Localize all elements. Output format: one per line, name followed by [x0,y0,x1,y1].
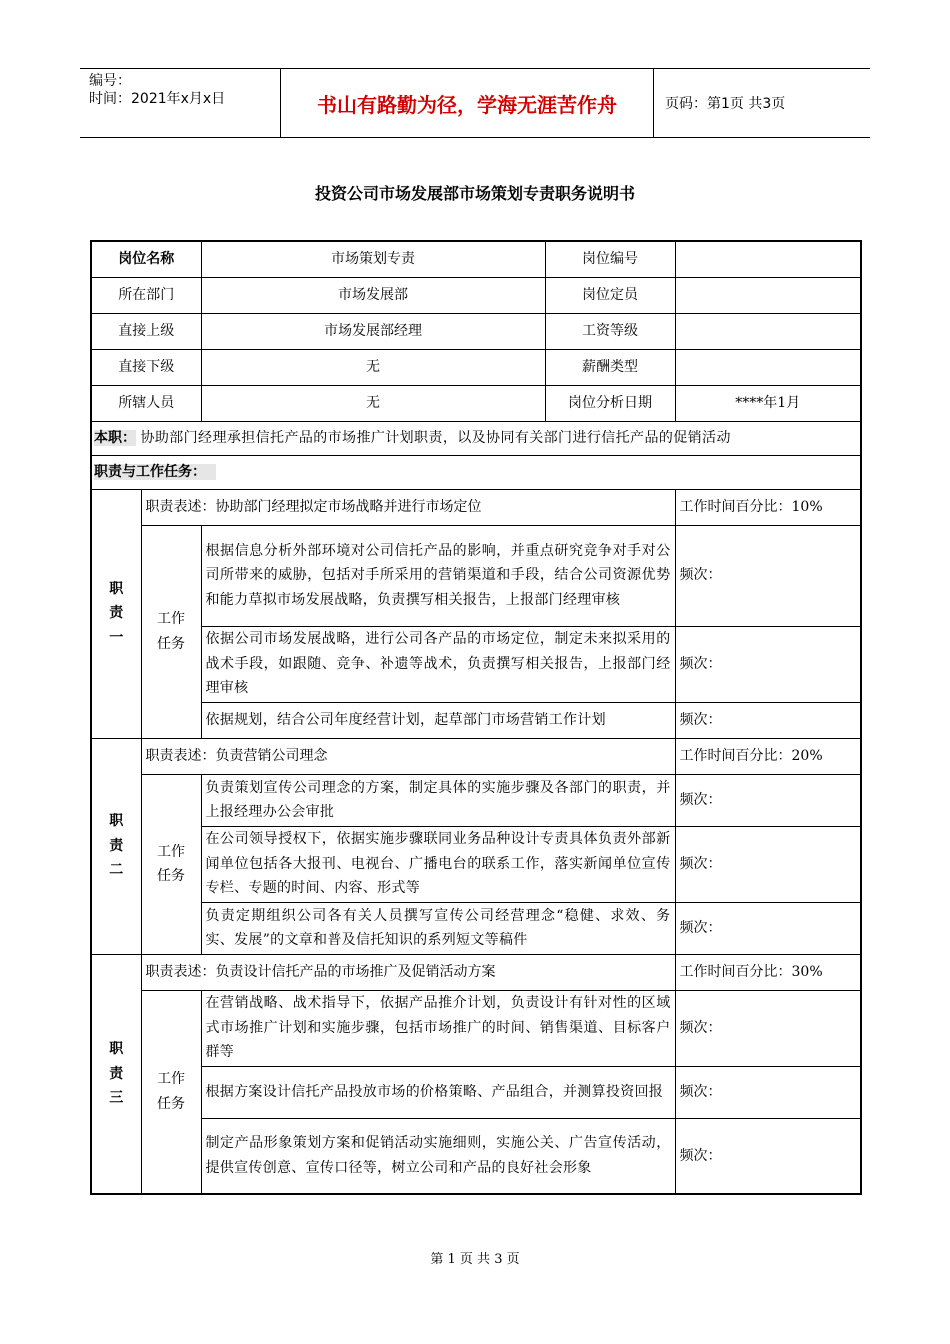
header-motto: 书山有路勤为径，学海无涯苦作舟 [281,69,654,137]
core-duty-row [91,421,861,455]
info-label: 直接上级 [91,313,201,349]
info-label: 薪酬类型 [545,349,675,385]
task-text: 根据方案设计信托产品投放市场的价格策略、产品组合，并测算投资回报 [201,1066,675,1118]
duties-heading-row [91,455,861,489]
duty-statement: 职责表述：负责设计信托产品的市场推广及促销活动方案 [141,954,675,990]
duty-statement-row [91,738,861,774]
info-row-subordinate [91,349,861,385]
document-time-label: 时间：2021年x月x日 [89,91,226,107]
task-text: 在营销战略、战术指导下，依据产品推介计划，负责设计有针对性的区域式市场推广计划和实施步骤，包括市场推广的时间、销售渠道、目标客户群等 [201,990,675,1066]
info-label: 工资等级 [545,313,675,349]
task-frequency: 频次： [675,702,861,738]
duty-percent: 工作时间百分比：10% [675,489,861,525]
task-frequency: 频次： [675,525,861,626]
info-value [675,313,861,349]
task-frequency: 频次： [675,826,861,902]
info-label: 岗位名称 [91,241,201,277]
task-frequency: 频次： [675,990,861,1066]
task-frequency: 频次： [675,1118,861,1194]
info-value: 无 [201,385,545,421]
task-row [91,774,861,826]
info-value: ****年1月 [675,385,861,421]
document-title: 投资公司市场发展部市场策划专责职务说明书 [314,184,635,203]
info-label: 直接下级 [91,349,201,385]
task-row [91,1066,861,1118]
info-label: 所辖人员 [91,385,201,421]
info-label: 所在部门 [91,277,201,313]
task-frequency: 频次： [675,1066,861,1118]
info-label: 岗位分析日期 [545,385,675,421]
task-label: 工作 任务 [141,525,201,738]
core-duty-label: 本职： [94,429,136,446]
header-page-number: 页码：第1页 共3页 [665,96,786,112]
info-value: 市场发展部 [201,277,545,313]
duty-percent: 工作时间百分比：20% [675,738,861,774]
info-value [675,277,861,313]
core-duty [91,421,861,455]
document-number-label: 编号： [89,73,131,89]
task-row [91,626,861,702]
job-description-table [90,240,862,1195]
core-duty-text: 协助部门经理承担信托产品的市场推广计划职责，以及协同有关部门进行信托产品的促销活动 [140,429,731,446]
task-label: 工作 任务 [141,990,201,1194]
task-label: 工作 任务 [141,774,201,954]
task-frequency: 频次： [675,626,861,702]
task-text: 负责策划宣传公司理念的方案，制定具体的实施步骤及各部门的职责，并上报经理办公会审批 [201,774,675,826]
info-value [675,241,861,277]
duty-statement: 职责表述：负责营销公司理念 [141,738,675,774]
task-row [91,990,861,1066]
task-text: 依据公司市场发展战略，进行公司各产品的市场定位，制定未来拟采用的战术手段，如跟随、竞争、补遗等战术，负责撰写相关报告，上报部门经理审核 [201,626,675,702]
task-text: 负责定期组织公司各有关人员撰写宣传公司经营理念“稳健、求效、务实、发展”的文章和普及信托知识的系列短文等稿件 [201,902,675,954]
info-value: 无 [201,349,545,385]
task-row [91,702,861,738]
page-header [80,68,870,138]
duty-statement-row [91,954,861,990]
task-row [91,826,861,902]
info-value [675,349,861,385]
info-value: 市场策划专责 [201,241,545,277]
duties-heading: 职责与工作任务： [94,464,216,480]
duty-label: 职 责 二 [91,738,141,954]
info-row-position-name [91,241,861,277]
duty-percent: 工作时间百分比：30% [675,954,861,990]
info-row-staff [91,385,861,421]
task-text: 依据规划，结合公司年度经营计划，起草部门市场营销工作计划 [201,702,675,738]
task-text: 制定产品形象策划方案和促销活动实施细则，实施公关、广告宣传活动，提供宣传创意、宣传口径等，树立公司和产品的良好社会形象 [201,1118,675,1194]
task-row [91,525,861,626]
header-meta [80,69,281,137]
task-frequency: 频次： [675,774,861,826]
info-row-supervisor [91,313,861,349]
info-row-department [91,277,861,313]
duty-statement-row [91,489,861,525]
task-row [91,1118,861,1194]
duty-label: 职 责 三 [91,954,141,1194]
page-footer: 第 1 页 共 3 页 [430,1252,520,1267]
info-label: 岗位定员 [545,277,675,313]
task-row [91,902,861,954]
duty-label: 职 责 一 [91,489,141,738]
task-frequency: 频次： [675,902,861,954]
duty-statement: 职责表述：协助部门经理拟定市场战略并进行市场定位 [141,489,675,525]
info-label: 岗位编号 [545,241,675,277]
task-text: 在公司领导授权下，依据实施步骤联同业务品种设计专责具体负责外部新闻单位包括各大报刊、电视台、广播电台的联系工作，落实新闻单位宣传专栏、专题的时间、内容、形式等 [201,826,675,902]
duties-heading-cell [91,455,861,489]
task-text: 根据信息分析外部环境对公司信托产品的影响，并重点研究竞争对手对公司所带来的威胁，包括对手所采用的营销渠道和手段，结合公司资源优势和能力草拟市场发展战略，负责撰写相关报告，上报部门经理审核 [201,525,675,626]
info-value: 市场发展部经理 [201,313,545,349]
